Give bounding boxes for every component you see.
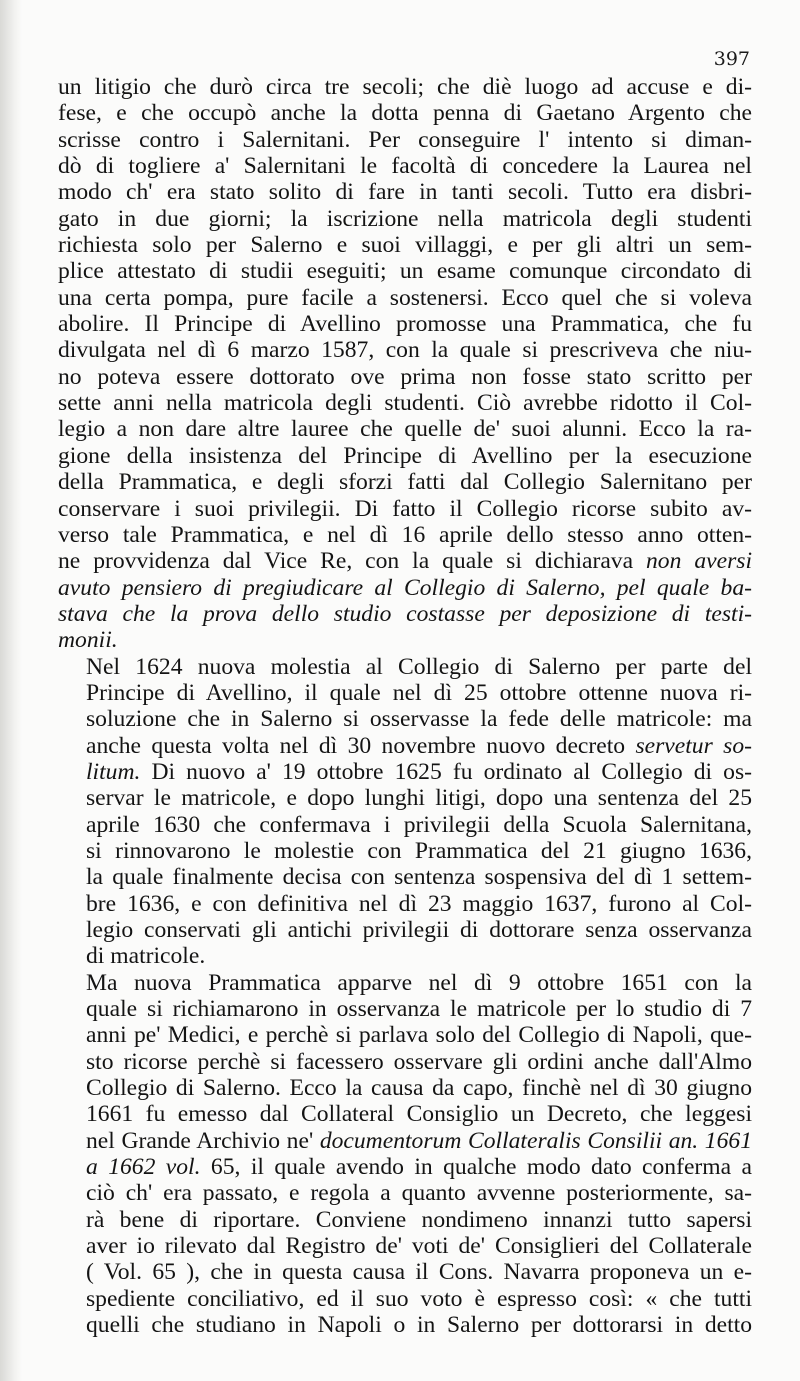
- text-line-mixed: [58, 759, 752, 785]
- text-line: ciò ch' era passato, e regola a quanto avvenne posteriormente, sa-: [86, 1180, 752, 1207]
- text-line: bre 1636, e con definitiva nel dì 23 maggio 1637, furono al Col-: [86, 890, 752, 917]
- text-line: una certa pompa, pure facile a sostenersi. Ecco quel che si voleva: [58, 284, 752, 311]
- text-line: 1661 fu emesso dal Collateral Consiglio un Decreto, che leggesi: [86, 1101, 752, 1128]
- text-segment: anche questa volta nel dì 30 novembre nuovo decreto: [86, 732, 626, 759]
- text-line: quelli che studiano in Napoli o in Salerno per dottorarsi in detto: [86, 1312, 752, 1339]
- text-line: plice attestato di studii eseguiti; un esame comunque circondato di: [58, 258, 752, 285]
- text-line: aver io rilevato dal Registro de' voti de' Consiglieri del Collaterale: [86, 1233, 752, 1260]
- paragraph-3: [58, 970, 752, 1339]
- italic-segment: litum.: [86, 758, 141, 785]
- page-gutter-shadow: [0, 0, 22, 1381]
- text-line: rà bene di riportare. Conviene nondimeno innanzi tutto sapersi: [86, 1206, 752, 1233]
- italic-segment: non aversi: [633, 548, 752, 575]
- body-text: [58, 74, 752, 1339]
- italic-line: monii.: [58, 627, 118, 654]
- text-line-mixed: [58, 548, 752, 574]
- text-line: legio a non dare altre lauree che quelle de' suoi alunni. Ecco la ra-: [58, 416, 752, 443]
- text-line: anni pe' Medici, e perchè si parlava solo del Collegio di Napoli, que-: [86, 1022, 752, 1049]
- text-segment: ne provvidenza dal Vice Re, con la quale si dichiarava: [58, 548, 634, 575]
- text-line: abolire. Il Principe di Avellino promosse una Prammatica, che fu: [58, 311, 752, 338]
- text-line: quale si richiamarono in osservanza le matricole per lo studio di 7: [86, 996, 752, 1023]
- paragraph-2: [58, 654, 752, 970]
- text-line: di matricole.: [86, 943, 206, 970]
- text-line: dò di togliere a' Salernitani le facoltà di concedere la Laurea nel: [58, 153, 752, 180]
- text-segment: Di nuovo a' 19 ottobre 1625 fu ordinato al Collegio di os-: [140, 758, 752, 785]
- text-line: no poteva essere dottorato ove prima non fosse stato scritto per: [58, 363, 752, 390]
- text-line: un litigio che durò circa tre secoli; che diè luogo ad accuse e di-: [58, 74, 752, 100]
- text-line: scrisse contro i Salernitani. Per conseguire l' intento si diman-: [58, 126, 752, 153]
- text-segment: nel Grande Archivio ne': [86, 1127, 314, 1154]
- text-line: gione della insistenza del Principe di Avellino per la esecuzione: [58, 442, 752, 469]
- italic-line: stava che la prova dello studio costasse per deposizione di testi-: [58, 600, 752, 627]
- page-number: 397: [713, 48, 750, 70]
- text-line: soluzione che in Salerno si osservasse la fede delle matricole: ma: [86, 706, 752, 733]
- italic-line: avuto pensiero di pregiudicare al Collegio di Salerno, pel quale ba-: [58, 574, 752, 601]
- text-line: Principe di Avellino, il quale nel dì 25 ottobre ottenne nuova ri-: [86, 679, 752, 706]
- text-line: Nel 1624 nuova molestia al Collegio di Salerno per parte del: [86, 653, 752, 680]
- text-line: aprile 1630 che confermava i privilegii della Scuola Salernitana,: [86, 811, 752, 838]
- italic-segment: a 1662 vol.: [86, 1154, 201, 1181]
- text-line: spediente conciliativo, ed il suo voto è espresso così: « che tutti: [86, 1285, 752, 1312]
- text-line: Ma nuova Prammatica apparve nel dì 9 ottobre 1651 con la: [86, 969, 752, 996]
- text-line: gato in due giorni; la iscrizione nella matricola degli studenti: [58, 205, 752, 232]
- text-line: conservare i suoi privilegii. Di fatto il Collegio ricorse subito av-: [58, 495, 752, 522]
- text-line: legio conservati gli antichi privilegii di dottorare senza osservanza: [86, 917, 752, 943]
- text-line: la quale finalmente decisa con sentenza sospensiva del dì 1 settem-: [86, 864, 752, 891]
- text-line: Collegio di Salerno. Ecco la causa da capo, finchè nel dì 30 giugno: [86, 1075, 752, 1102]
- text-segment: 65, il quale avendo in qualche modo dato conferma a: [200, 1154, 752, 1181]
- text-line: servar le matricole, e dopo lunghi litigi, dopo una sentenza del 25: [86, 785, 752, 812]
- paragraph-1: [58, 74, 752, 654]
- text-line: sto ricorse perchè si facessero osservare gli ordini anche dall'Almo: [86, 1048, 752, 1075]
- text-line-mixed: [58, 733, 752, 759]
- text-line: divulgata nel dì 6 marzo 1587, con la quale si prescriveva che niu-: [58, 337, 752, 364]
- italic-segment: servetur so-: [625, 732, 752, 759]
- italic-segment: documentorum Collateralis Consilii an. 1661: [313, 1127, 752, 1154]
- text-line: richiesta solo per Salerno e suoi villaggi, e per gli altri un sem-: [58, 232, 752, 259]
- text-line: fese, e che occupò anche la dotta penna di Gaetano Argento che: [58, 100, 752, 127]
- text-line: della Prammatica, e degli sforzi fatti dal Collegio Salernitano per: [58, 469, 752, 496]
- text-line: ( Vol. 65 ), che in questa causa il Cons. Navarra proponeva un e-: [86, 1259, 752, 1286]
- text-line-mixed: [58, 1154, 752, 1180]
- text-line: si rinnovarono le molestie con Prammatica del 21 giugno 1636,: [86, 837, 752, 864]
- text-line: modo ch' era stato solito di fare in tanti secoli. Tutto era disbri-: [58, 179, 752, 206]
- text-line: verso tale Prammatica, e nel dì 16 aprile dello stesso anno otten-: [58, 521, 752, 548]
- text-line-mixed: [58, 1128, 752, 1154]
- text-line: sette anni nella matricola degli studenti. Ciò avrebbe ridotto il Col-: [58, 390, 752, 417]
